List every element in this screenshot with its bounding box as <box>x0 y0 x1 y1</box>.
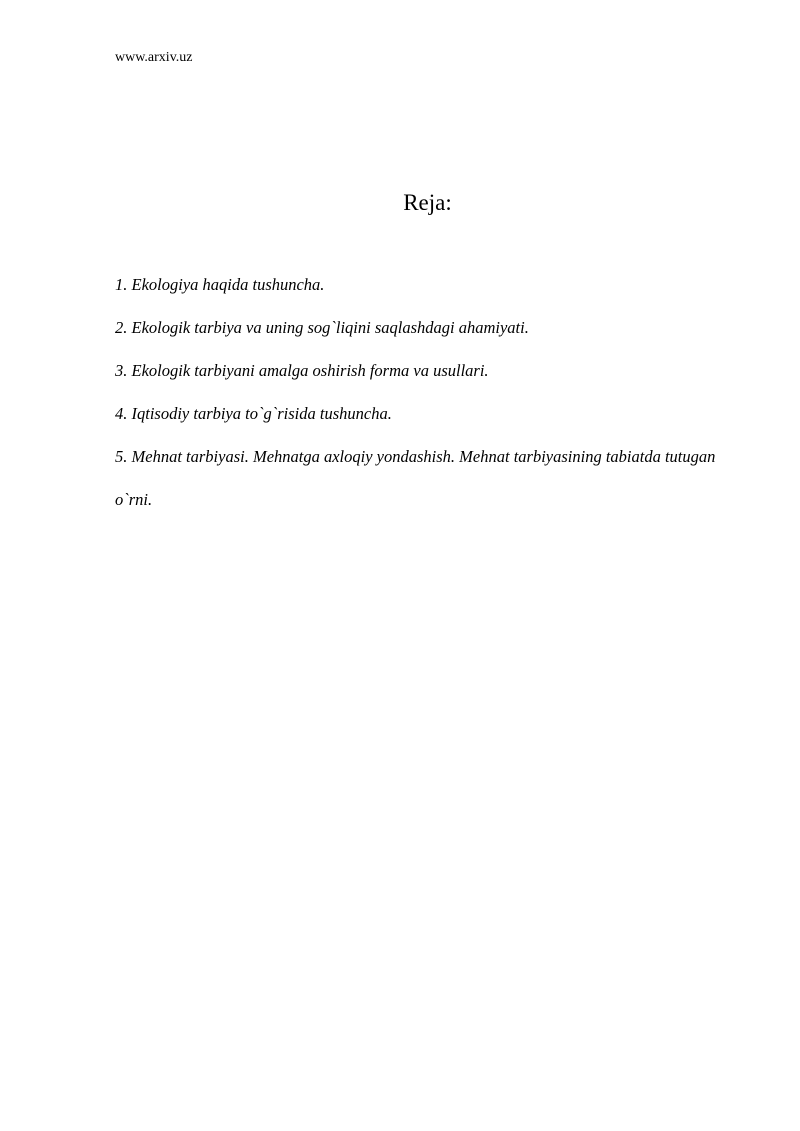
page-header-site: www.arxiv.uz <box>115 50 193 65</box>
plan-item-3: 3. Ekologik tarbiyani amalga oshirish forma va usullari. <box>115 361 489 380</box>
plan-list <box>115 263 755 521</box>
plan-item-4: 4. Iqtisodiy tarbiya to`g`risida tushuncha. <box>115 404 392 423</box>
plan-item-1: 1. Ekologiya haqida tushuncha. <box>115 275 325 294</box>
plan-item-2: 2. Ekologik tarbiya va uning sog`liqini saqlashdagi ahamiyati. <box>115 318 529 337</box>
page-title: Reja: <box>403 190 452 215</box>
plan-item-5: 5. Mehnat tarbiyasi. Mehnatga axloqiy yondashish. Mehnat tarbiyasining tabiatda tutugan o`rni. <box>115 447 716 509</box>
